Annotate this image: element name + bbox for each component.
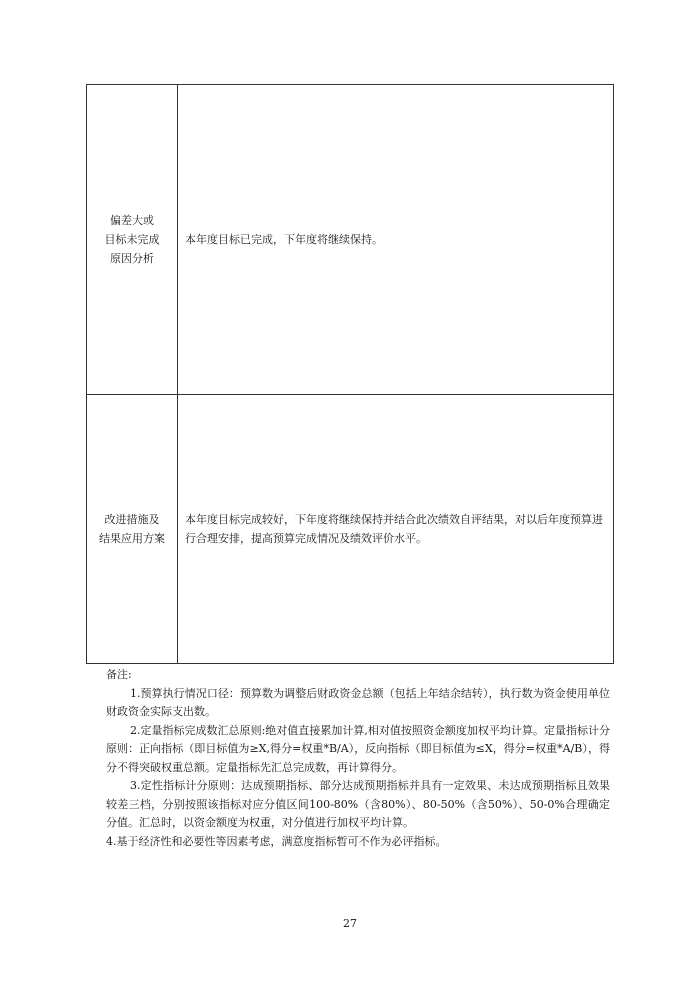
- evaluation-table: [86, 84, 614, 664]
- row-label-deviation-analysis: [87, 85, 178, 394]
- row-content-improvement-plan: [177, 394, 613, 663]
- content-text: 本年度目标完成较好，下年度将继续保持并结合此次绩效自评结果，对以后年度预算进行合理安排，提高预算完成情况及绩效评价水平。: [185, 512, 603, 545]
- note-item-2: 2.定量指标完成数汇总原则:绝对值直接累加计算,相对值按照资金额度加权平均计算。定量指标计分原则：正向指标（即目标值为≥X,得分=权重*B/A），反向指标（即目标值为≤X，得分=权重*A/B），得分不得突破权重总额。定量指标先汇总完成数，再计算得分。: [106, 723, 610, 774]
- label-line: 改进措施及: [104, 512, 160, 526]
- table-row-improvement-plan: [87, 394, 613, 663]
- label-line: 原因分析: [110, 252, 154, 265]
- label-line: 目标未完成: [104, 233, 160, 246]
- notes-heading: 备注:: [106, 668, 132, 681]
- row-content-deviation-analysis: [177, 85, 613, 394]
- label-line: 偏差大或: [110, 214, 154, 227]
- notes-section: [106, 666, 610, 851]
- note-item-3: 3.定性指标计分原则：达成预期指标、部分达成预期指标并具有一定效果、未达成预期指标且效果较差三档，分别按照该指标对应分值区间100-80%（含80%）、80-50%（含50%）、50-0%合理确定分值。汇总时，以资金额度为权重，对分值进行加权平均计算。: [106, 779, 610, 829]
- note-item-1: 1.预算执行情况口径：预算数为调整后财政资金总额（包括上年结余结转），执行数为资金使用单位财政资金实际支出数。: [106, 686, 610, 718]
- table-row-deviation-analysis: [87, 85, 613, 395]
- label-line: 结果应用方案: [99, 531, 165, 545]
- content-text: 本年度目标已完成，下年度将继续保持。: [185, 233, 383, 246]
- page-number: 27: [343, 917, 357, 930]
- row-label-improvement-plan: [87, 394, 178, 663]
- note-item-4: 4.基于经济性和必要性等因素考虑，满意度指标暂可不作为必评指标。: [106, 834, 447, 848]
